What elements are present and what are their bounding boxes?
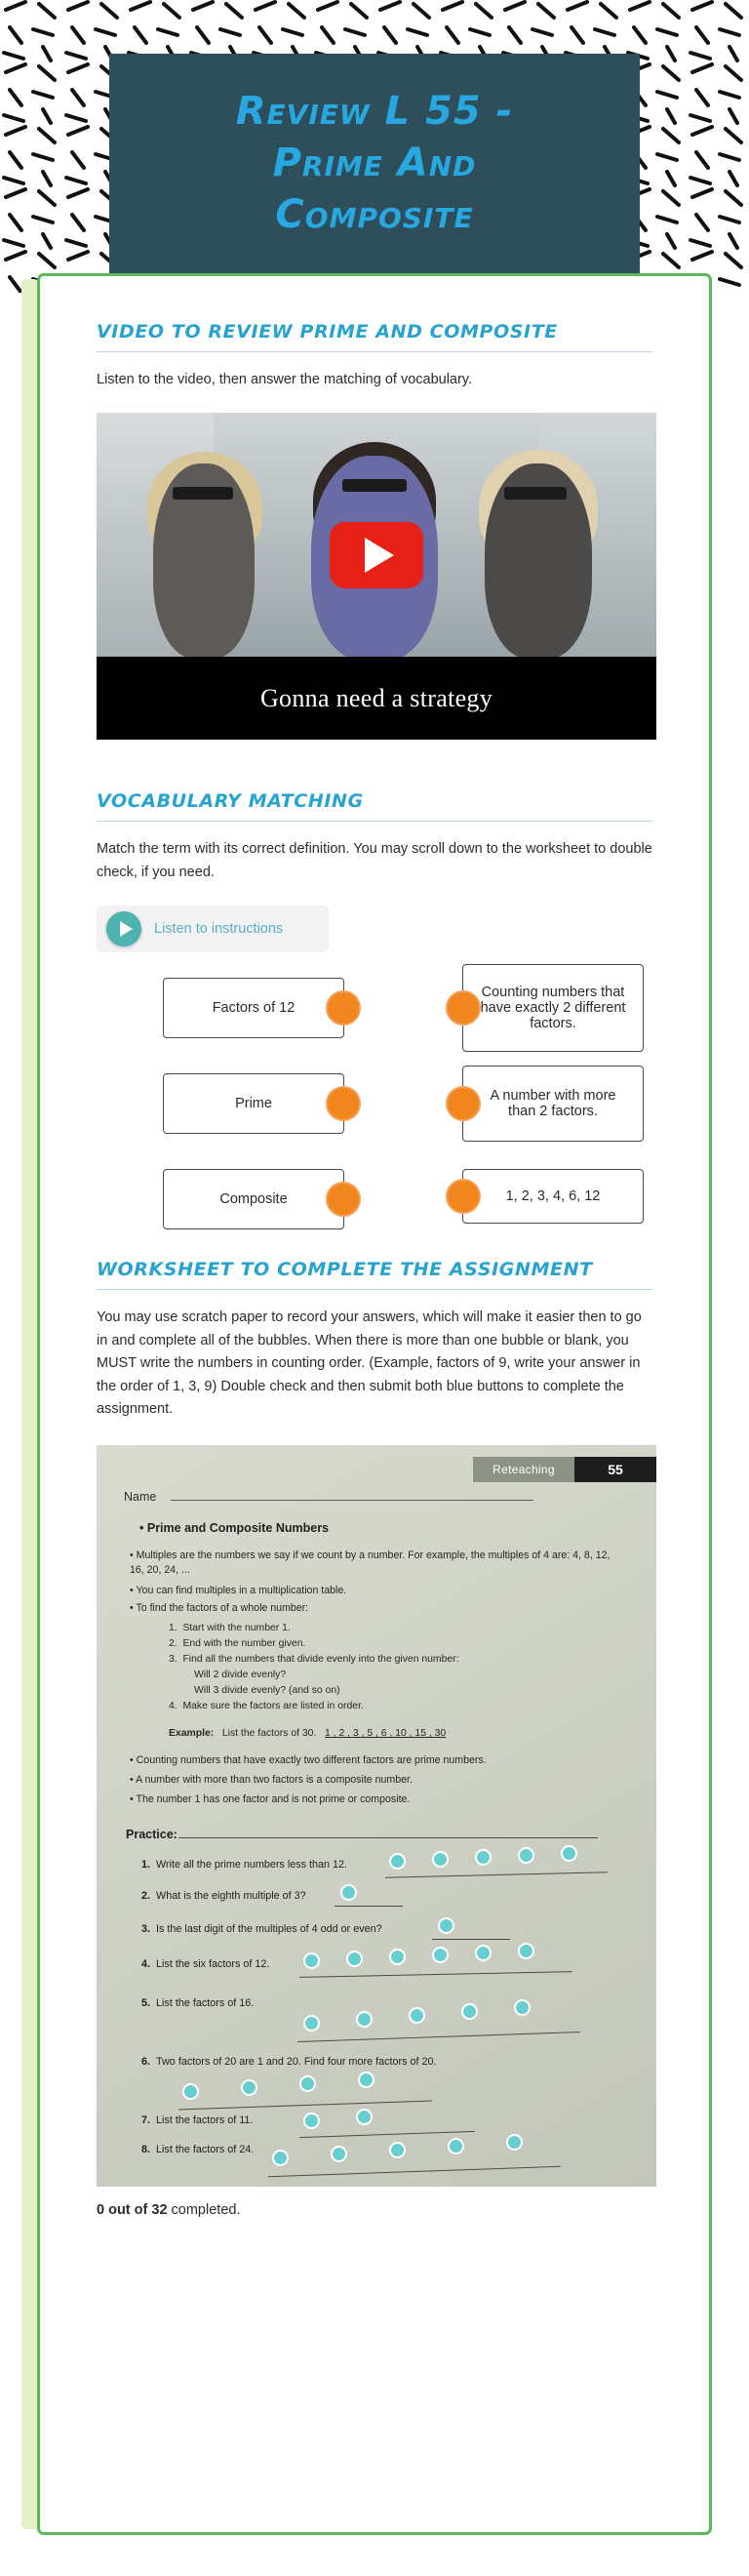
matching-term-card[interactable]: [163, 1169, 344, 1229]
worksheet-practice-label: Practice:: [126, 1827, 177, 1841]
matching-term-label: Composite: [219, 1191, 288, 1208]
answer-bubble[interactable]: [356, 2109, 373, 2125]
match-connector-dot[interactable]: [446, 1086, 481, 1121]
worksheet-example-label: Example:: [169, 1727, 215, 1739]
answer-bubble[interactable]: [182, 2083, 199, 2100]
answer-bubble[interactable]: [303, 1952, 320, 1969]
page-title-line-3: Composite: [275, 191, 474, 237]
worksheet-closing-bullet: • Counting numbers that have exactly two different factors are prime numbers.: [130, 1753, 637, 1768]
answer-line: [299, 1971, 572, 1978]
worksheet-name-label: Name: [124, 1489, 157, 1504]
answer-bubble[interactable]: [432, 1947, 449, 1963]
matching-term-card[interactable]: [163, 978, 344, 1038]
match-connector-dot[interactable]: [446, 990, 481, 1026]
worksheet-bullet: • To find the factors of a whole number:: [130, 1601, 617, 1616]
match-connector-dot[interactable]: [326, 1182, 361, 1217]
answer-line: [178, 2100, 432, 2110]
matching-definition-label: 1, 2, 3, 4, 6, 12: [505, 1188, 601, 1205]
completion-count: 0 out of 32: [97, 2201, 168, 2218]
worksheet-step: 1. Start with the number 1.: [169, 1622, 291, 1633]
worksheet-practice-item: 8. List the factors of 24.: [141, 2143, 255, 2155]
video-instruction-text: Listen to the video, then answer the matching of vocabulary.: [97, 372, 473, 387]
worksheet-step-sub: Will 3 divide evenly? (and so on): [194, 1684, 340, 1696]
worksheet-name-field: [124, 1489, 533, 1504]
matching-definition-card[interactable]: [462, 1066, 644, 1142]
answer-bubble[interactable]: [514, 1999, 531, 2016]
worksheet-step: 4. Make sure the factors are listed in order.: [169, 1700, 364, 1711]
match-connector-dot[interactable]: [326, 1086, 361, 1121]
worksheet-example-answer: 1 , 2 , 3 , 5 , 6 , 10 , 15 , 30: [325, 1727, 447, 1739]
video-caption-text: Gonna need a strategy: [259, 683, 493, 712]
answer-bubble[interactable]: [272, 2150, 289, 2166]
answer-bubble[interactable]: [432, 1851, 449, 1868]
worksheet-example-text: List the factors of 30.: [221, 1727, 317, 1739]
worksheet-closing-bullet: • The number 1 has one factor and is not prime or composite.: [130, 1792, 637, 1807]
answer-bubble[interactable]: [561, 1845, 577, 1862]
answer-bubble[interactable]: [241, 2079, 257, 2096]
answer-bubble[interactable]: [346, 1951, 363, 1967]
answer-bubble[interactable]: [409, 2007, 425, 2024]
answer-bubble[interactable]: [438, 1917, 454, 1934]
answer-bubble[interactable]: [358, 2072, 374, 2088]
match-connector-dot[interactable]: [446, 1179, 481, 1214]
answer-bubble[interactable]: [340, 1884, 357, 1901]
worksheet-practice-item: 6. Two factors of 20 are 1 and 20. Find four more factors of 20.: [141, 2055, 437, 2068]
worksheet-lesson-number-tab: [574, 1457, 656, 1482]
answer-bubble[interactable]: [331, 2146, 347, 2162]
answer-bubble[interactable]: [299, 2075, 316, 2092]
vocabulary-instruction-text: Match the term with its correct definition. You may scroll down to the worksheet to double check, if you need.: [97, 841, 652, 880]
video-person-1-sunglasses: [173, 487, 233, 500]
worksheet-example: [169, 1726, 446, 1742]
answer-line: [268, 2166, 561, 2177]
answer-bubble[interactable]: [356, 2011, 373, 2028]
answer-bubble[interactable]: [518, 1847, 534, 1864]
worksheet-lesson-number: 55: [608, 1461, 623, 1477]
worksheet-title-text: Prime and Composite Numbers: [146, 1520, 330, 1535]
worksheet-practice-item: 7. List the factors of 11.: [141, 2113, 254, 2126]
worksheet-bullet: • Multiples are the numbers we say if we count by a number. For example, the multiples of 4 are: 4, 8, 12, 16, 20, 24, ...: [130, 1549, 617, 1579]
play-triangle: [120, 921, 133, 937]
play-triangle: [365, 538, 394, 573]
matching-definition-card[interactable]: [462, 964, 644, 1052]
matching-definition-label: Counting numbers that have exactly 2 different factors.: [480, 985, 626, 1032]
matching-term-card[interactable]: [163, 1073, 344, 1134]
section-divider: [97, 1289, 652, 1290]
match-connector-dot[interactable]: [326, 990, 361, 1026]
vocabulary-section-heading: VOCABULARY MATCHING: [97, 790, 364, 813]
completion-suffix: completed.: [167, 2201, 241, 2218]
section-divider: [97, 821, 652, 822]
play-icon: [106, 911, 141, 946]
matching-term-label: Prime: [235, 1096, 272, 1112]
page-title-line-2: Prime And: [272, 141, 477, 186]
matching-definition-card[interactable]: [462, 1169, 644, 1224]
video-person-3-sunglasses: [504, 487, 567, 500]
answer-line: [385, 1872, 608, 1878]
worksheet-step-sub: Will 2 divide evenly?: [194, 1669, 287, 1680]
worksheet-title: • Prime and Composite Numbers: [139, 1520, 330, 1535]
worksheet-practice-item: 4. List the six factors of 12.: [141, 1957, 270, 1970]
answer-line: [299, 2131, 475, 2138]
worksheet-image[interactable]: [97, 1445, 656, 2187]
worksheet-practice-rule: [178, 1837, 598, 1838]
worksheet-bullet: • You can find multiples in a multiplication table.: [130, 1584, 617, 1598]
page-title-banner: [109, 54, 640, 273]
video-person-2-sunglasses: [342, 479, 407, 492]
page-title-line-1: Review L 55 -: [235, 89, 514, 135]
answer-line: [432, 1939, 510, 1940]
worksheet-step: 2. End with the number given.: [169, 1637, 306, 1649]
answer-bubble[interactable]: [475, 1849, 492, 1866]
worksheet-practice-item: 1. Write all the prime numbers less than 12.: [141, 1858, 348, 1871]
video-player[interactable]: [97, 413, 656, 740]
matching-term-label: Factors of 12: [212, 1000, 296, 1017]
answer-bubble[interactable]: [303, 2015, 320, 2032]
vocabulary-matching-area: [97, 978, 652, 1233]
answer-bubble[interactable]: [475, 1945, 492, 1961]
listen-button-label: Listen to instructions: [154, 921, 284, 938]
content-card: [37, 273, 712, 2535]
worksheet-instruction-text: You may use scratch paper to record your answers, which will make it easier then to go in and complete all of the bubbles. When there is more than one bubble or blank, you MUST write the numbers in counting order. (Example, factors of 9, write your answer in the order of 1, 3, 9) Double check and then submit both blue buttons to complete the assignment.: [97, 1309, 642, 1418]
worksheet-reteaching-label: Reteaching: [493, 1462, 555, 1476]
answer-line: [335, 1906, 403, 1907]
answer-bubble[interactable]: [389, 2142, 406, 2158]
answer-bubble[interactable]: [518, 1943, 534, 1959]
youtube-play-icon[interactable]: [330, 522, 423, 588]
video-section-heading: VIDEO TO REVIEW PRIME AND COMPOSITE: [97, 321, 558, 342]
video-caption-bar: [97, 657, 656, 740]
worksheet-reteaching-tab: [473, 1457, 574, 1482]
worksheet-practice-item: 5. List the factors of 16.: [141, 1996, 255, 2009]
answer-bubble[interactable]: [389, 1853, 406, 1870]
worksheet-closing-bullet: • A number with more than two factors is a composite number.: [130, 1773, 637, 1788]
answer-bubble[interactable]: [506, 2134, 523, 2151]
matching-definition-label: A number with more than 2 factors.: [490, 1088, 616, 1120]
worksheet-section-heading: WORKSHEET TO COMPLETE THE ASSIGNMENT: [97, 1259, 593, 1281]
listen-to-instructions-button[interactable]: [97, 906, 329, 952]
worksheet-name-rule: [171, 1490, 533, 1501]
answer-bubble[interactable]: [303, 2113, 320, 2129]
worksheet-step: 3. Find all the numbers that divide evenly into the given number:: [169, 1653, 459, 1665]
worksheet-practice-item: 3. Is the last digit of the multiples of 4 odd or even?: [141, 1922, 382, 1935]
answer-line: [297, 2032, 580, 2042]
worksheet-practice-item: 2. What is the eighth multiple of 3?: [141, 1889, 306, 1902]
answer-bubble[interactable]: [389, 1949, 406, 1965]
completion-status: [97, 2202, 652, 2218]
answer-bubble[interactable]: [461, 2003, 478, 2020]
answer-bubble[interactable]: [448, 2138, 464, 2154]
section-divider: [97, 351, 652, 352]
